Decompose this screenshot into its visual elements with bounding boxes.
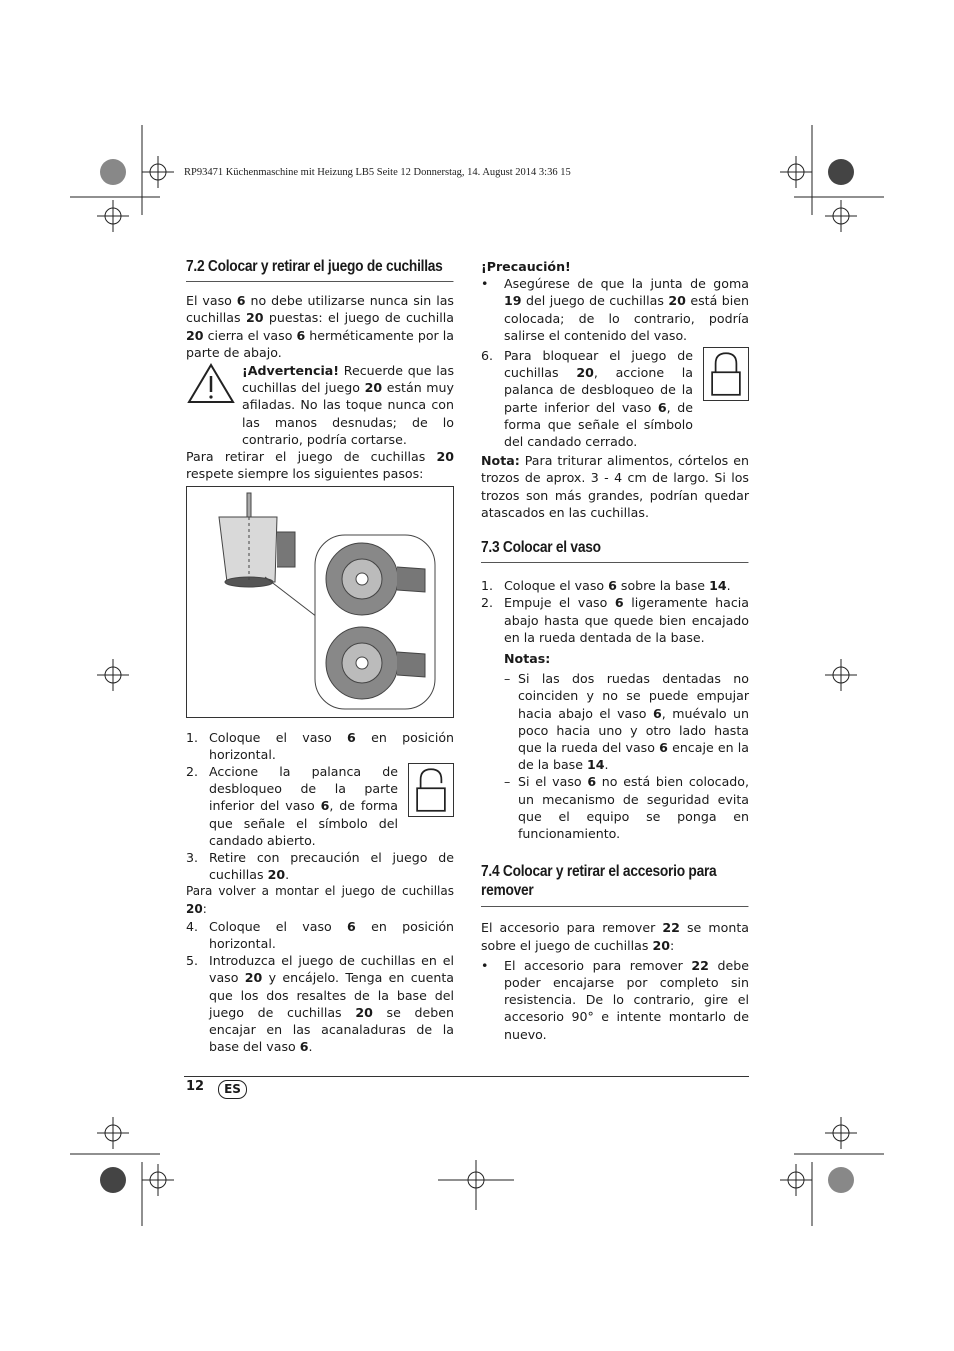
note-paragraph: Nota: Para triturar alimentos, córtelos en trozos de aprox. 3 - 4 cm de largo. Si los trozos son más grandes, podrían quedar atascados en las cuchillas. — [481, 453, 749, 520]
list-item: 4. Coloque el vaso 6 en posición horizontal. — [186, 918, 455, 952]
list-item: 1. Coloque el vaso 6 en posición horizontal. — [186, 729, 455, 762]
warning-block — [186, 362, 454, 448]
footer-rule — [184, 1076, 749, 1077]
intro-paragraph: El vaso 6 no debe utilizarse nunca sin las cuchillas 20 puestas: el juego de cuchilla 20 cierra el vaso 6 herméticamente por la parte de abajo. — [186, 293, 454, 360]
caution-bullet: • Asegúrese de que la junta de goma 19 del juego de cuchillas 20 está bien colocada; de lo contrario, podría salirse el contenido del vaso. — [481, 276, 750, 343]
list-item: – Si las dos ruedas dentadas no coinciden y no se puede empujar hacia abajo el vaso 6, muévalo un poco hacia uno y otro lado hasta que la rueda del vaso 6 encaje en la de la base 14. — [504, 671, 749, 773]
warning-text: ¡Advertencia! Recuerde que las cuchillas del juego 20 están muy afiladas. No las toque nunca con las manos desnudas; de lo contrario, podría cortarse. — [242, 363, 454, 447]
right-column — [481, 258, 749, 1043]
section-title-7-2: 7.2 Colocar y retirar el juego de cuchillas — [186, 258, 453, 282]
closed-padlock-icon — [703, 347, 749, 401]
list-item: 1. Coloque el vaso 6 sobre la base 14. — [481, 578, 731, 594]
steps-intro: Para retirar el juego de cuchillas 20 respete siempre los siguientes pasos: — [186, 449, 454, 482]
left-column — [186, 258, 454, 1056]
warning-triangle-icon — [186, 362, 236, 406]
print-header: RP93471 Küchenmaschine mit Heizung LB5 Seite 12 Donnerstag, 14. August 2014 3:36 15 — [184, 167, 571, 178]
section-title-7-3: 7.3 Colocar el vaso — [481, 539, 748, 563]
list-item: 2. Empuje el vaso 6 ligeramente hacia abajo hasta que quede bien encajado en la rueda dentada de la base. — [481, 595, 749, 645]
section-title-7-4: 7.4 Colocar y retirar el accesorio para remover — [481, 862, 748, 907]
intro-7-4: El accesorio para remover 22 se monta sobre el juego de cuchillas 20: — [481, 920, 749, 953]
blade-removal-illustration — [186, 486, 454, 718]
page-number: 12 — [186, 1079, 205, 1094]
open-padlock-icon — [408, 763, 454, 817]
caution-title: ¡Precaución! — [481, 259, 571, 274]
reassemble-intro: Para volver a montar el juego de cuchillas 20: — [186, 884, 454, 916]
bullet-7-4: • El accesorio para remover 22 debe poder encajarse por completo sin resistencia. De lo contrario, gire el accesorio 90° e intente montarlo de nuevo. — [481, 957, 749, 1042]
list-item: – Si el vaso 6 no está bien colocado, un mecanismo de seguridad evita que el equipo se ponga en funcionamiento. — [504, 774, 749, 842]
reassembly-steps — [186, 918, 454, 1056]
list-item: 6. Para bloquear el juego de cuchillas 20, accione la palanca de desbloqueo de la parte inferior del vaso 6, de forma que señale el símbolo del candado cerrado. — [481, 347, 749, 450]
list-item: 2. Accione la palanca de desbloqueo de la parte inferior del vaso 6, de forma que señale el símbolo del candado abierto. — [186, 763, 454, 849]
language-badge: ES — [218, 1080, 247, 1099]
list-item: 5. Introduzca el juego de cuchillas en el vaso 20 y encájelo. Tenga en cuenta que los dos resaltes de la base del juego de cuchillas 20 se deben encajar en las acanaladuras de la base del vaso 6. — [186, 953, 454, 1055]
notas-title: Notas: — [504, 651, 551, 667]
list-item: 3. Retire con precaución el juego de cuchillas 20. — [186, 850, 454, 883]
removal-steps — [186, 729, 454, 884]
